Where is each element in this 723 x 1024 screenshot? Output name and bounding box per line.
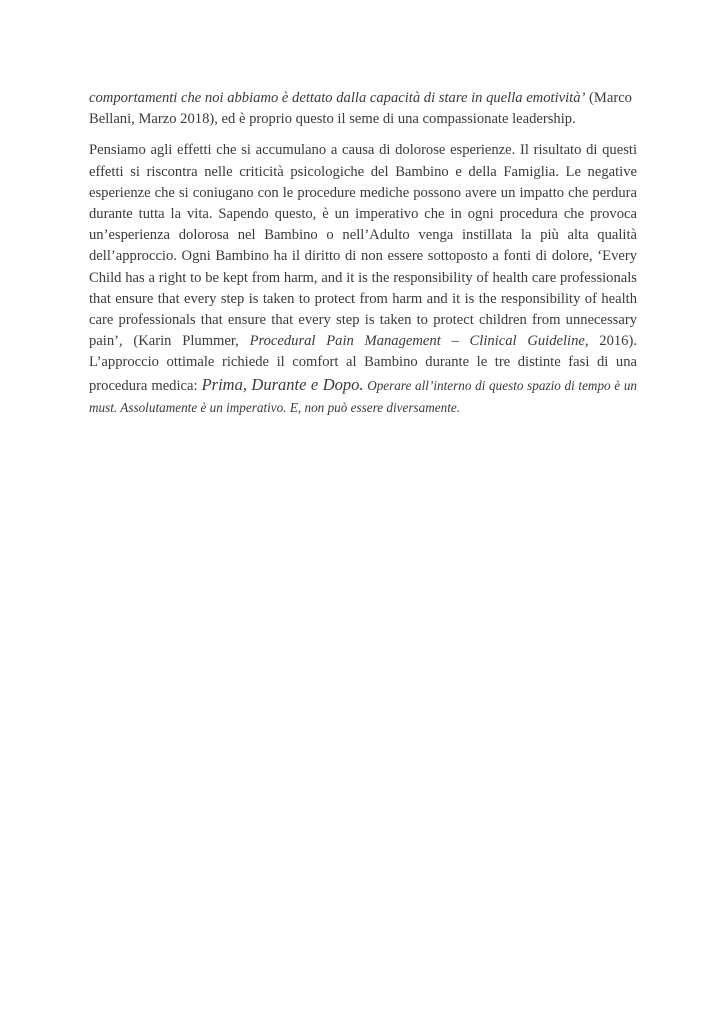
body-text-continued: 2016). L’approccio ottimale richiede il comfort al Bambino durante le tre distinte fasi di una procedura medica: [89, 333, 637, 394]
body-text: Pensiamo agli effetti che si accumulano a causa di dolorose esperienze. Il risultato di questi effetti si riscontra nelle criticità psicologiche del Bambino e della Famiglia. Le negative esperienze che si coniugano con le procedure mediche possono avere un impatto che perdura durante tutta la vita. Sapendo questo, è un imperativo che in ogni procedura che provoca un’esperienza dolorosa nel Bambino o nell’Adulto venga instillata la più alta qualità dell’approccio. Ogni Bambino ha il diritto di non essere sottoposto a fonti di dolore, ‘Every Child has a right to be kept from harm, and it is the responsibility of health care professionals that ensure that every step is taken to protect from harm and it is the responsibility of health care professionals that ensure that every step is taken to protect children from unnecessary pain’, (Karin Plummer, [89, 142, 637, 350]
closing-statement: Operare all’interno di questo spazio di tempo è un must. Assolutamente è un imperativo. E, non può essere diversamente. [89, 377, 638, 415]
quote-attribution: (Marco Bellani, Marzo 2018), ed è proprio questo il seme di una compassionate leadership. [89, 90, 632, 128]
citation-title: Procedural Pain Management – Clinical Guideline, [249, 333, 589, 350]
paragraph-intro [89, 88, 637, 130]
procedure-phases: Prima, Durante e Dopo. [201, 374, 364, 394]
italic-quote: comportamenti che noi abbiamo è dettato dalla capacità di stare in quella emotività’ [89, 90, 586, 106]
document-page [89, 88, 637, 419]
paragraph-body [89, 140, 637, 419]
